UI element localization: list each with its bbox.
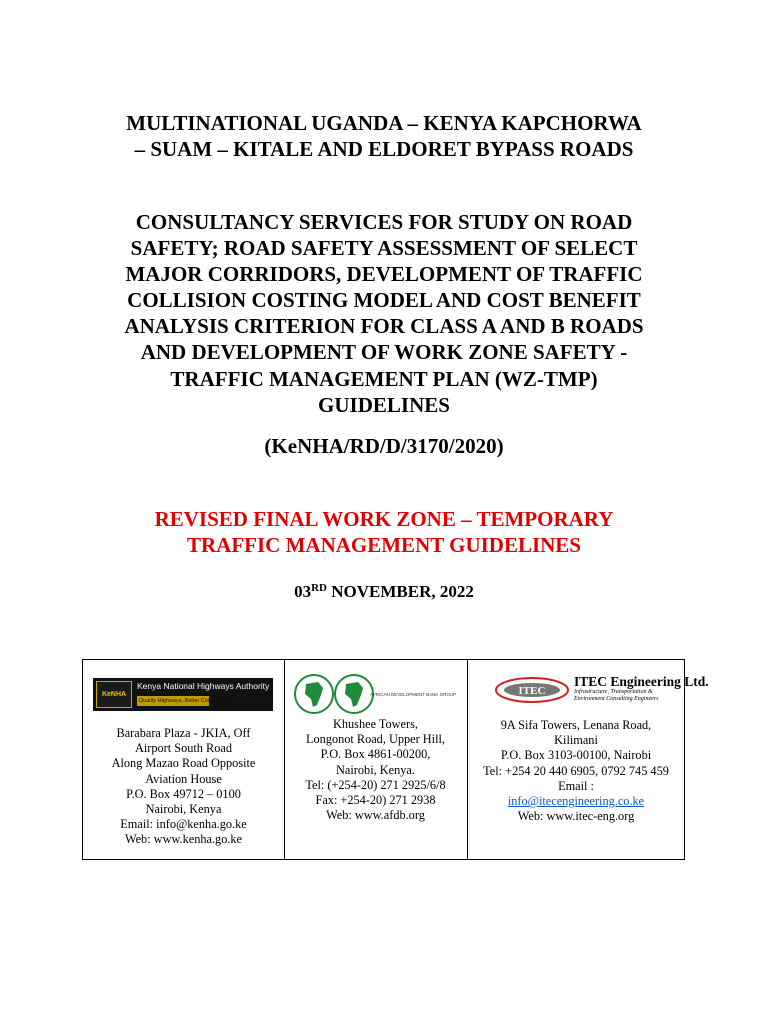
project-title [80, 110, 688, 162]
kenha-logo-mark: KeNHA [96, 681, 132, 708]
date-suffix: RD [311, 582, 327, 594]
address-line: 9A Sifa Towers, Lenana Road, [500, 718, 652, 732]
address-line: Fax: +254-20) 271 2938 [315, 793, 436, 808]
partner-address-table [82, 659, 709, 860]
itec-logo-mark-text: ITEC [518, 685, 546, 697]
address-line: Web: www.afdb.org [326, 808, 425, 823]
address-line: Email : [558, 778, 594, 793]
address-line: Barabara Plaza - JKIA, Off [116, 726, 251, 740]
services-title-line: TRAFFIC MANAGEMENT PLAN (WZ-TMP) [170, 366, 598, 391]
services-title-line: COLLISION COSTING MODEL AND COST BENEFIT [127, 288, 641, 313]
address-line: Web: www.itec-eng.org [517, 809, 635, 824]
address-line: Email: info@kenha.go.ke [120, 817, 247, 832]
kenha-cell [83, 660, 285, 859]
afdb-address [284, 717, 467, 823]
address-line: Kilimani [554, 733, 598, 748]
address-line: Longonot Road, Upper Hill, [305, 732, 445, 747]
address-line: Aviation House [145, 771, 222, 786]
revised-title-line: REVISED FINAL WORK ZONE – TEMPORARY [154, 507, 614, 531]
address-line: P.O. Box 49712 – 0100 [126, 786, 241, 801]
afdb-logo-tagline: AFRICAN DEVELOPMENT BANK GROUP [370, 692, 457, 697]
address-line: Airport South Road [134, 741, 232, 756]
afdb-logo [292, 672, 462, 716]
revised-title [80, 506, 688, 558]
kenha-logo-name: Kenya National Highways Authority [137, 681, 270, 691]
project-title-line: – SUAM – KITALE AND ELDORET BYPASS ROADS [134, 137, 634, 161]
itec-address [468, 718, 684, 824]
address-line: Web: www.kenha.go.ke [124, 832, 243, 847]
itec-logo [494, 674, 709, 706]
kenha-address [83, 726, 284, 848]
address-line: P.O. Box 3103-00100, Nairobi [500, 748, 652, 763]
kenha-logo-tagline: Quality Highways, Better Connections [139, 698, 232, 704]
report-date [80, 581, 688, 603]
services-title-line: CONSULTANCY SERVICES FOR STUDY ON ROAD [135, 210, 633, 234]
kenha-logo [93, 678, 273, 711]
address-line: Nairobi, Kenya. [336, 762, 415, 777]
revised-title-line: TRAFFIC MANAGEMENT GUIDELINES [187, 533, 581, 557]
address-line: Tel: (+254-20) 271 2925/6/8 [305, 777, 446, 792]
itec-logo-subtitle: Infrastructure, Transportation & Environment Consulting Engineers [574, 689, 659, 702]
services-title-line: GUIDELINES [318, 392, 450, 417]
project-title-line: MULTINATIONAL UGANDA – KENYA KAPCHORWA [126, 111, 642, 135]
reference-number: (KeNHA/RD/D/3170/2020) [264, 434, 504, 458]
services-title-line: AND DEVELOPMENT OF WORK ZONE SAFETY - [140, 340, 628, 365]
itec-cell [468, 660, 709, 859]
services-title-line: MAJOR CORRIDORS, DEVELOPMENT OF TRAFFIC [125, 262, 643, 287]
services-title [80, 209, 688, 418]
address-line: Tel: +254 20 440 6905, 0792 745 459 [483, 763, 669, 778]
itec-logo-name: ITEC Engineering Ltd. [574, 674, 709, 689]
address-line: Khushee Towers, [333, 717, 418, 731]
services-title-line: SAFETY; ROAD SAFETY ASSESSMENT OF SELECT [130, 236, 638, 261]
itec-logo-mark [494, 676, 570, 704]
address-line: Nairobi, Kenya [145, 802, 222, 817]
address-line: P.O. Box 4861-00200, [320, 747, 431, 762]
date-rest: NOVEMBER, 2022 [327, 582, 474, 601]
address-line: Along Mazao Road Opposite [111, 756, 256, 771]
itec-email-link[interactable]: info@itecengineering.co.ke [507, 794, 645, 809]
date-day: 03 [294, 582, 312, 601]
afdb-cell [284, 660, 468, 859]
services-title-line: ANALYSIS CRITERION FOR CLASS A AND B ROADS [124, 314, 644, 339]
